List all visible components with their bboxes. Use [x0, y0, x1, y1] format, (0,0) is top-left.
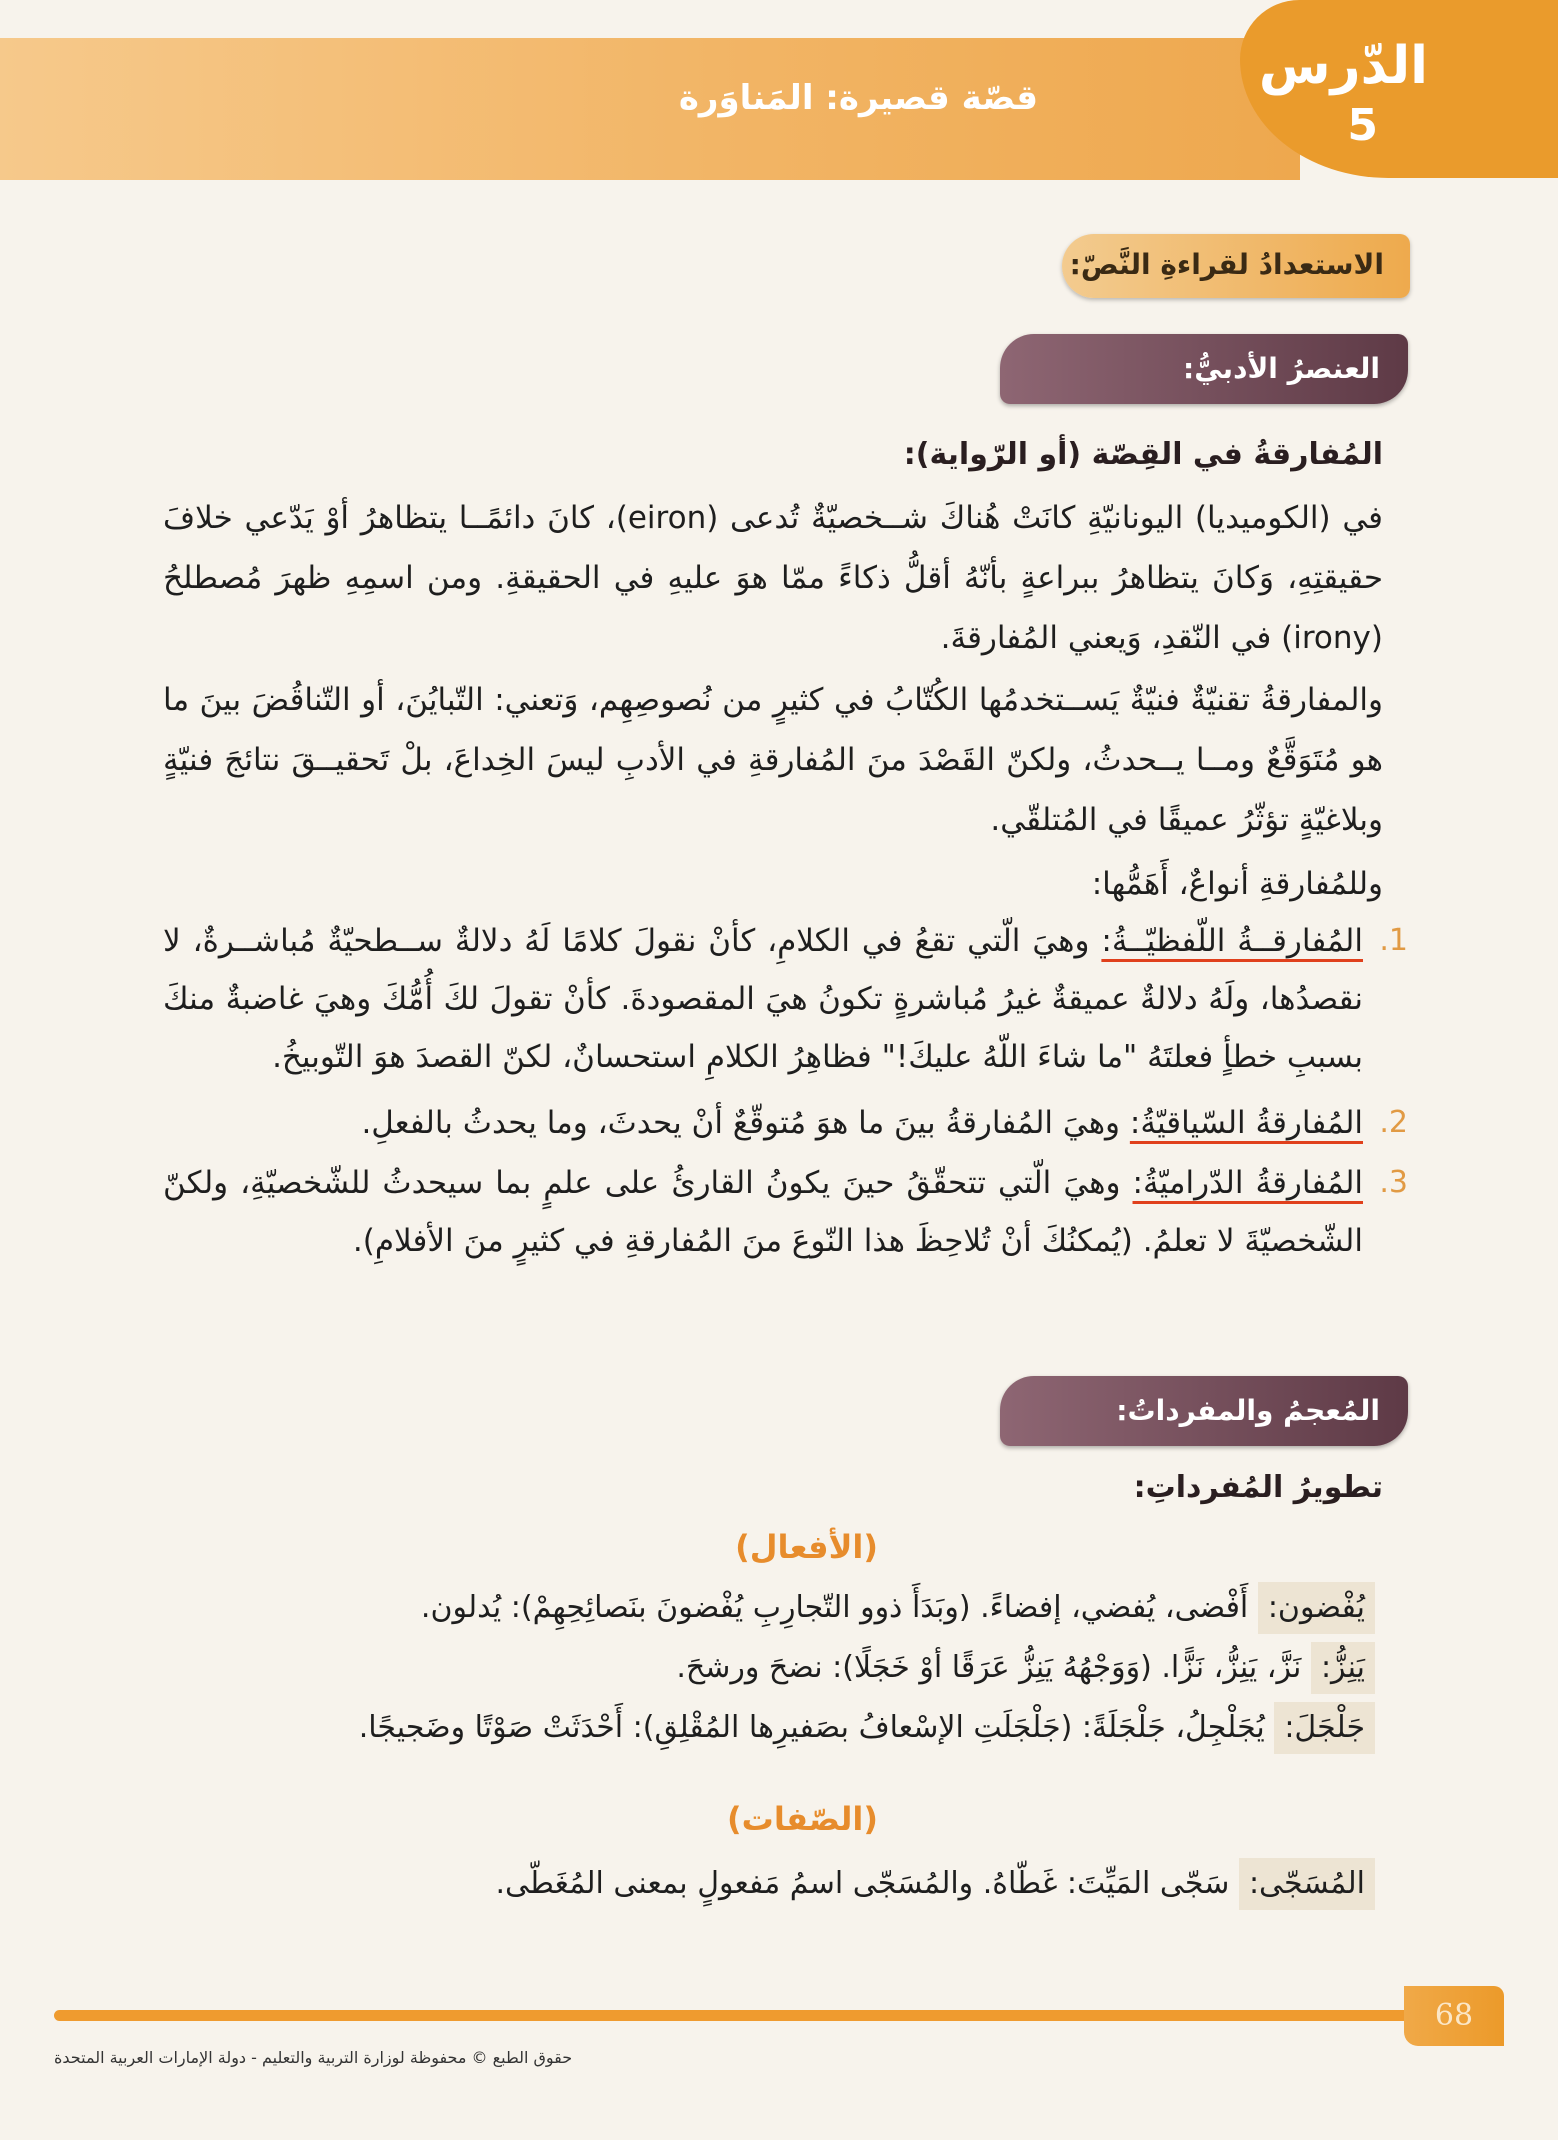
page-number: 68 [1434, 1998, 1474, 2033]
irony-heading: المُفارقةُ في القِصّة (أو الرّواية): [903, 437, 1383, 472]
vocab-definition: أَفْضى، يُفضي، إفضاءً. (وبَدَأَ ذوو التّجارِبِ يُفْضونَ بنَصائِحِهِمْ): يُدلون. [420, 1590, 1258, 1625]
section-tag-label: الاستعدادُ لقراءةِ النَّصّ: [1069, 248, 1384, 281]
section-tag-literary-element [1000, 334, 1408, 404]
lesson-subtitle: قصّة قصيرة: المَناوَرة [678, 78, 1038, 118]
vocab-definition: سَجّى المَيِّتَ: غَطّاهُ. والمُسَجّى اسمُ مَفعولٍ بمعنى المُغَطّى. [495, 1866, 1239, 1901]
irony-term: المُفارقةُ السّياقيّةُ: [1129, 1105, 1363, 1141]
section-tag-lexicon [1000, 1376, 1408, 1446]
list-number: 3. [1379, 1165, 1408, 1200]
irony-types-intro: وللمُفارقةِ أنواعٌ، أَهَمُّها: [1091, 866, 1383, 902]
irony-paragraph-2: والمفارقةُ تقنيّةٌ فنيّةٌ يَســتخدمُها الكُتّابُ في كثيرٍ من نُصوصِهِم، وَتعني: التّبايُنَ، أو التّناقُضَ بينَ ما هو مُتَوَقَّعٌ ومــا يــحدثُ، ولكنّ القَصْدَ منَ المُفارقةِ في الأدبِ ليسَ الخِداعَ، بلْ تَحقيــقَ نتائجَ فنيّةٍ وبلاغيّةٍ تؤثّرُ عميقًا في المُتلقّي. [163, 682, 1383, 838]
list-number: 2. [1379, 1105, 1408, 1140]
vocab-definition: يُجَلْجِلُ، جَلْجَلَةً: (جَلْجَلَتِ الإسْعافُ بصَفيرِها المُقْلِقِ): أَحْدَثَتْ صَوْتًا وضَجيجًا. [358, 1710, 1275, 1745]
section-tag-label: المُعجمُ والمفرداتُ: [1116, 1394, 1380, 1427]
vocab-word: يُفْضون: [1258, 1582, 1375, 1634]
verbs-title: (الأفعال) [735, 1528, 878, 1566]
irony-term: المُفارقــةُ اللّفظيّــةُ: [1101, 923, 1363, 959]
vocab-row [495, 1858, 1383, 1910]
vocab-row [421, 1582, 1383, 1634]
vocab-heading: تطويرُ المُفرداتِ: [1133, 1470, 1383, 1505]
irony-paragraph-1: في (الكوميديا) اليونانيّةِ كانَتْ هُناكَ شــخصيّةٌ تُدعى (eiron)، كانَ دائمًــا يتظاهرُ أوْ يَدّعي خلافَ حقيقتِهِ، وَكانَ يتظاهرُ ببراعةٍ بأنّهُ أقلُّ ذكاءً ممّا هوَ عليهِ في الحقيقةِ. ومن اسمِهِ ظهرَ مُصطلحُ (irony) في النّقدِ، وَيعني المُفارقةَ. [163, 500, 1383, 656]
footer-rule [54, 2010, 1410, 2021]
copyright-notice: حقوق الطبع © محفوظة لوزارة التربية والتعليم - دولة الإمارات العربية المتحدة [54, 2048, 573, 2067]
list-text [163, 1154, 1363, 1270]
lesson-number: 5 [1347, 100, 1378, 151]
list-number: 1. [1379, 923, 1408, 958]
list-text [163, 1094, 1363, 1152]
irony-definition: وهيَ الّتي تتحقّقُ حينَ يكونُ القارئُ على علمٍ بما سيحدثُ للشّخصيّةِ، ولكنّ الشّخصيّةَ لا تعلمُ. (يُمكنُكَ أنْ تُلاحِظَ هذا النّوعَ منَ المُفارقةِ في كثيرٍ منَ الأفلامِ). [163, 1165, 1363, 1259]
irony-term: المُفارقةُ الدّراميّةُ: [1132, 1165, 1363, 1201]
irony-definition: وهيَ الّتي تقعُ في الكلامِ، كأنْ نقولَ كلامًا لَهُ دلالةٌ ســطحيّةٌ مُباشــرةٌ، لا نقصدُها، ولَهُ دلالةٌ عميقةٌ غيرُ مُباشرةٍ تكونُ هيَ المقصودةَ. كأنْ تقولَ لكَ أُمُّكَ وهيَ غاضبةٌ منكَ بسببِ خطأٍ فعلتَهُ "ما شاءَ اللّهُ عليكَ!" فظاهِرُ الكلامِ استحسانٌ، لكنّ القصدَ هوَ التّوبيخُ. [163, 923, 1363, 1075]
section-tag-prep-reading [1062, 234, 1410, 298]
vocab-word: المُسَجّى: [1239, 1858, 1375, 1910]
lesson-label: الدّرس [1258, 36, 1428, 96]
irony-type-situational [163, 1094, 1408, 1152]
vocab-row [676, 1642, 1383, 1694]
vocab-row [359, 1702, 1383, 1754]
page-number-box [1404, 1986, 1504, 2046]
irony-definition: وهيَ المُفارقةُ بينَ ما هوَ مُتوقّعٌ أنْ يحدثَ، وما يحدثُ بالفعلِ. [361, 1105, 1130, 1141]
header-bar [0, 38, 1300, 180]
vocab-definition: نَزَّ، يَنِزُّ، نَزًّا. (وَوَجْهُهُ يَنِزُّ عَرَقًا أوْ خَجَلًا): نضحَ ورشحَ. [676, 1650, 1311, 1685]
irony-type-verbal [163, 912, 1408, 1086]
section-tag-label: العنصرُ الأدبيُّ: [1183, 352, 1380, 385]
irony-type-dramatic [163, 1154, 1408, 1270]
adjectives-title: (الصّفات) [727, 1800, 878, 1838]
vocab-word: جَلْجَلَ: [1274, 1702, 1375, 1754]
vocab-word: يَنِزُّ: [1311, 1642, 1375, 1694]
list-text [163, 912, 1363, 1086]
